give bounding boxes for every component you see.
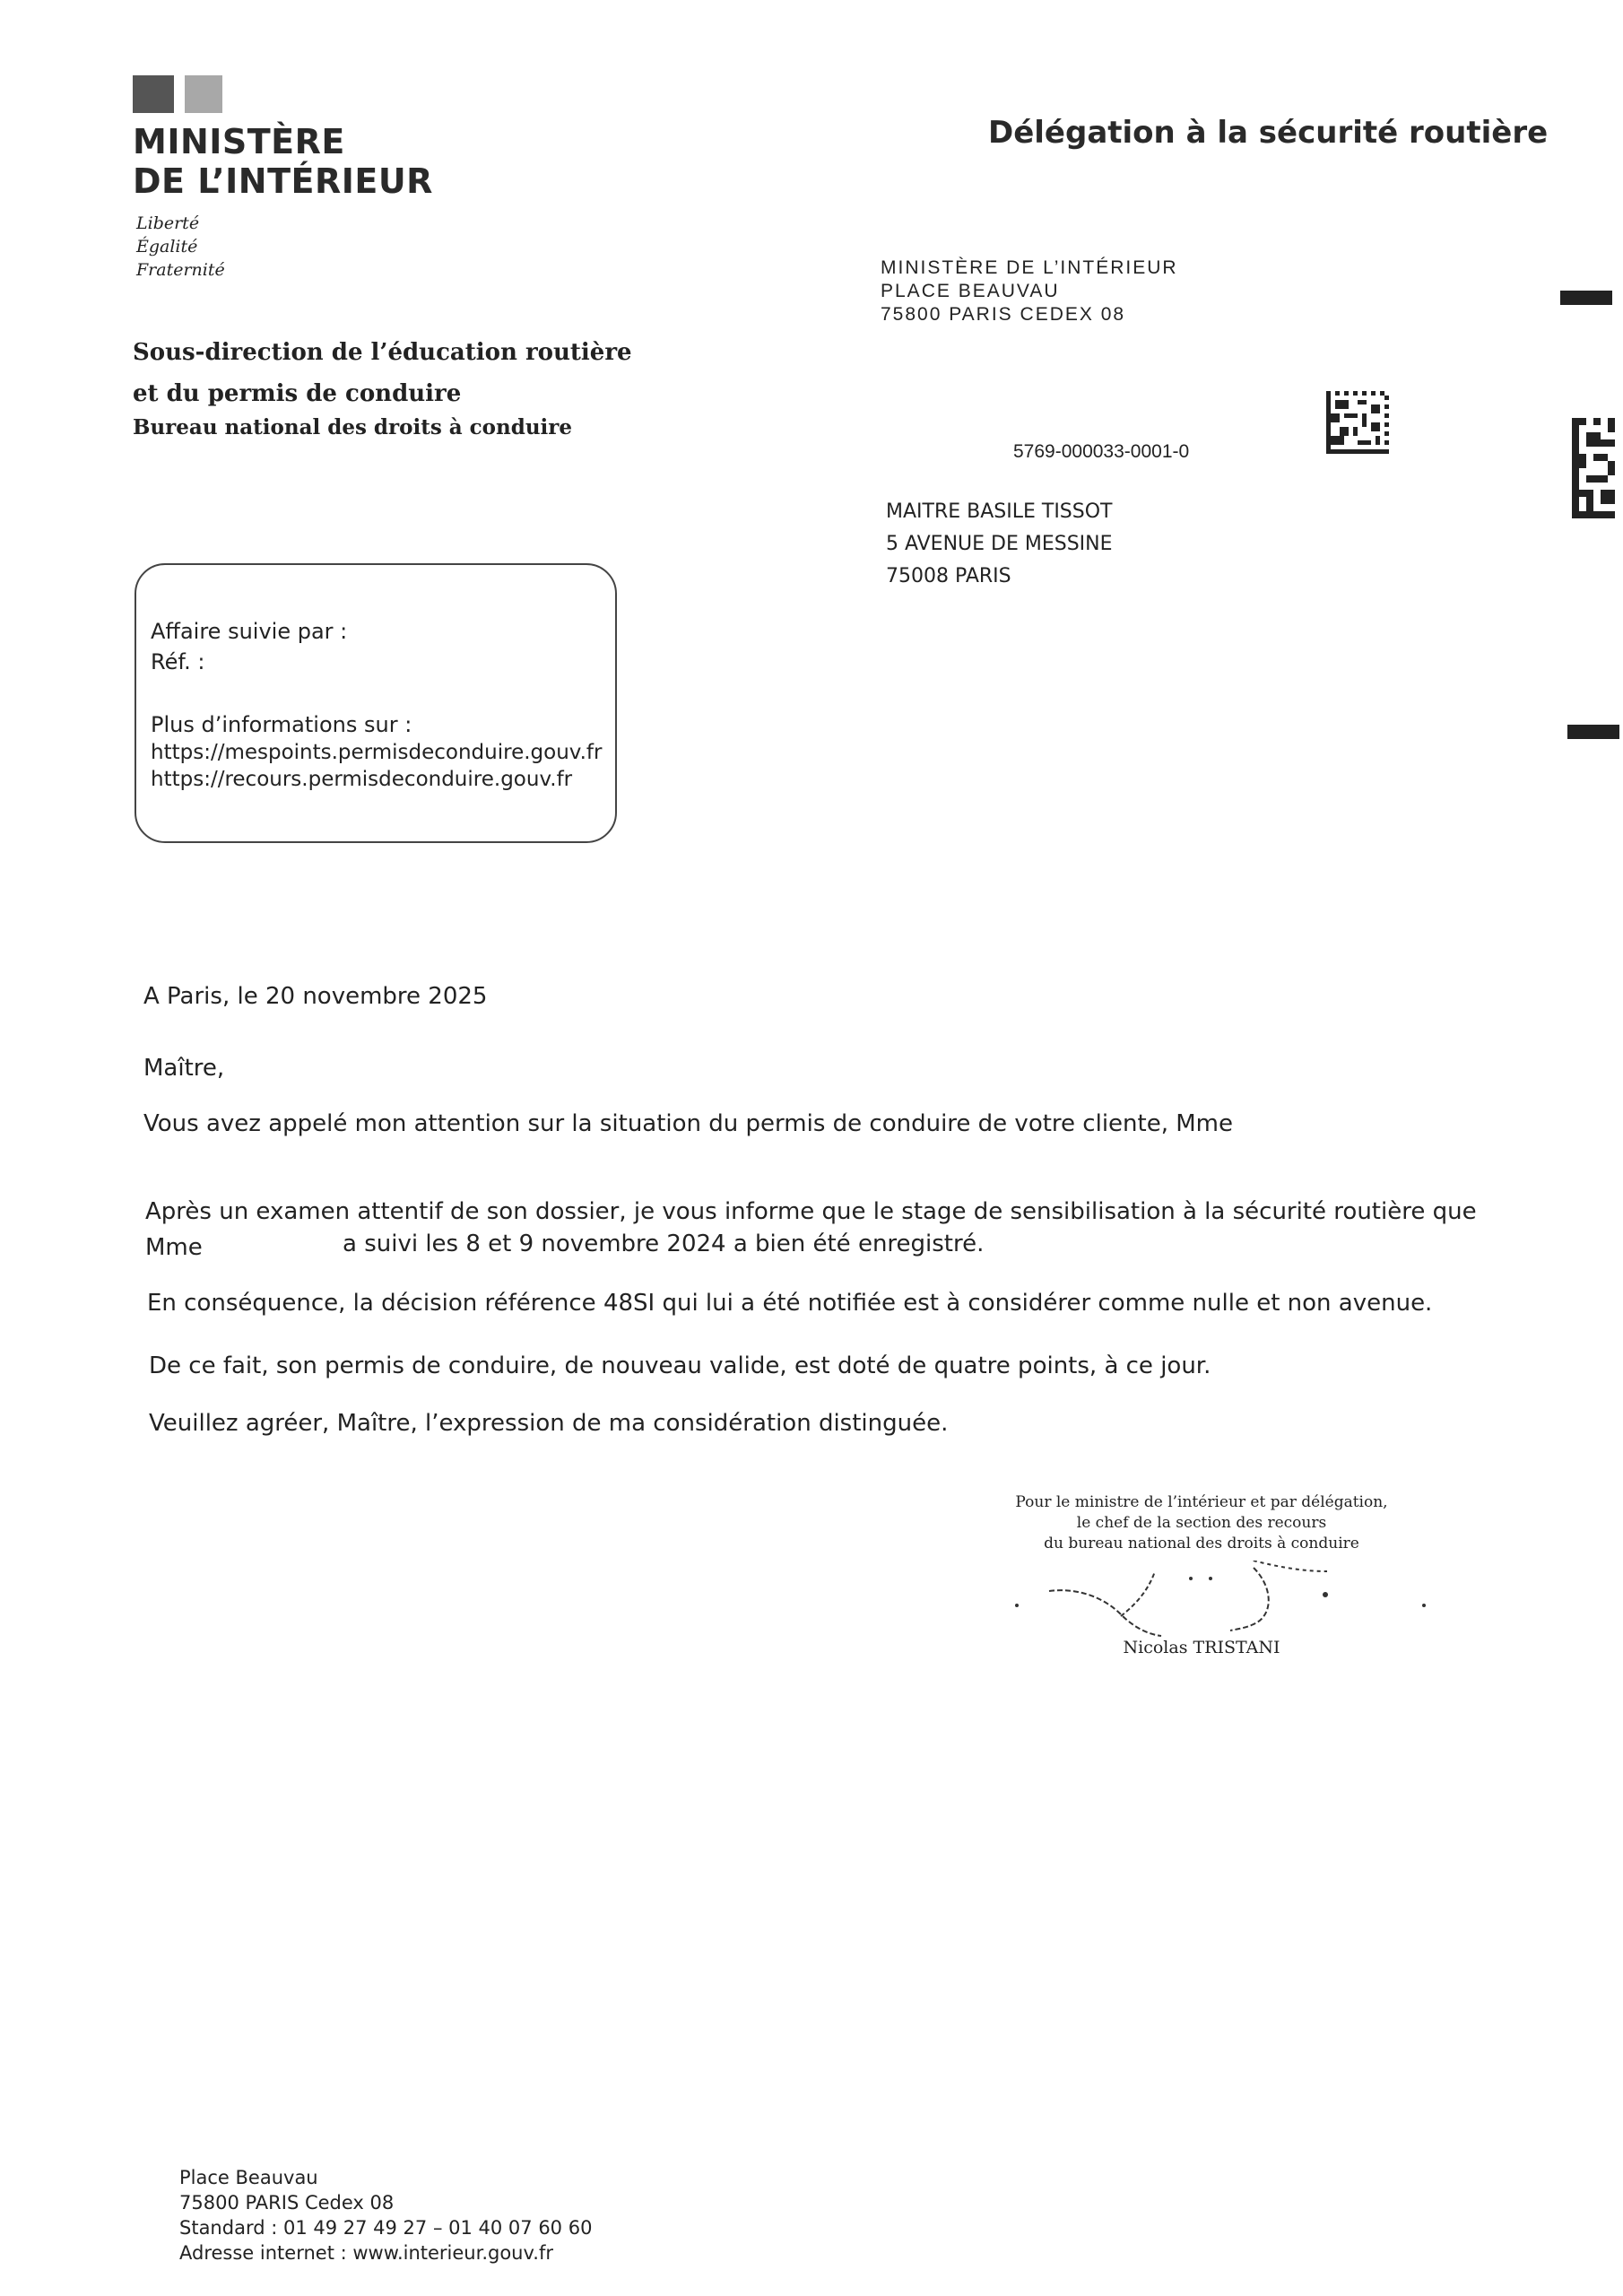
case-info-box [135,563,617,843]
datamatrix-code-icon [1325,391,1390,454]
tracking-number: 5769-000033-0001-0 [1013,441,1190,462]
ministry-line-1: MINISTÈRE [133,122,345,161]
sender-address-line-3: 75800 PARIS CEDEX 08 [881,304,1126,325]
recipient-line-2: 5 AVENUE DE MESSINE [886,533,1113,555]
side-datamatrix-icon [1571,418,1616,518]
paragraph-2-line-2: a suivi les 8 et 9 novembre 2024 a bien été enregistré. [343,1231,985,1257]
devise-egalite: Égalité [136,237,198,257]
footer-line-4: Adresse internet : www.interieur.gouv.fr [179,2242,553,2264]
followed-by-label: Affaire suivie par : [151,619,348,644]
printer-mark-top [1560,291,1612,305]
date-line: A Paris, le 20 novembre 2025 [143,983,488,1010]
subdirection [133,332,632,414]
footer-line-1: Place Beauvau [179,2167,318,2188]
recipient-address [886,496,1113,593]
mespoints-link[interactable]: https://mespoints.permisdeconduire.gouv.fr [151,741,603,764]
handwritten-signature-icon [1004,1561,1435,1641]
logo-block-light [185,75,222,113]
more-info-label: Plus d’informations sur : [151,712,412,737]
sender-address [881,257,1178,326]
recipient-line-3: 75008 PARIS [886,565,1011,587]
subdirection-line-2: et du permis de conduire [133,380,462,407]
logo-block-dark [133,75,174,113]
signature-block [968,1492,1435,1554]
closing: Veuillez agréer, Maître, l’expression de ma considération distinguée. [149,1410,949,1437]
marianne-logo-icon [133,75,231,113]
paragraph-4: De ce fait, son permis de conduire, de nouveau valide, est doté de quatre points, à ce jour. [149,1352,1211,1379]
signature-line-2: le chef de la section des recours [1076,1514,1327,1532]
footer-address [179,2165,592,2266]
bureau-name: Bureau national des droits à conduire [133,415,573,439]
subdirection-line-1: Sous-direction de l’éducation routière [133,339,632,366]
paragraph-2-mme: Mme [145,1234,203,1261]
sender-address-line-1: MINISTÈRE DE L’INTÉRIEUR [881,257,1178,278]
footer-line-2: 75800 PARIS Cedex 08 [179,2192,395,2213]
signature-line-1: Pour le ministre de l’intérieur et par délégation, [1015,1493,1388,1511]
salutation: Maître, [143,1055,225,1082]
ministry-line-2: DE L’INTÉRIEUR [133,161,433,201]
signature-line-3: du bureau national des droits à conduire [1044,1535,1359,1552]
signatory-name: Nicolas TRISTANI [1123,1638,1280,1657]
paragraph-1: Vous avez appelé mon attention sur la situation du permis de conduire de votre cliente, Mme [143,1110,1233,1137]
printer-mark-bottom [1567,725,1619,739]
paragraph-2-line-1: Après un examen attentif de son dossier, je vous informe que le stage de sensibilisation à la sécurité routière que [145,1198,1477,1225]
ministry-name [133,122,433,201]
recours-link[interactable]: https://recours.permisdeconduire.gouv.fr [151,768,573,791]
reference-label: Réf. : [151,649,205,674]
devise [136,212,225,282]
devise-fraternite: Fraternité [136,260,225,280]
sender-address-line-2: PLACE BEAUVAU [881,281,1060,301]
delegation-title: Délégation à la sécurité routière [988,115,1549,151]
devise-liberte: Liberté [136,213,200,233]
paragraph-3: En conséquence, la décision référence 48SI qui lui a été notifiée est à considérer comme nulle et non avenue. [147,1290,1433,1317]
recipient-line-1: MAITRE BASILE TISSOT [886,500,1113,523]
footer-line-3: Standard : 01 49 27 49 27 – 01 40 07 60 60 [179,2217,593,2239]
